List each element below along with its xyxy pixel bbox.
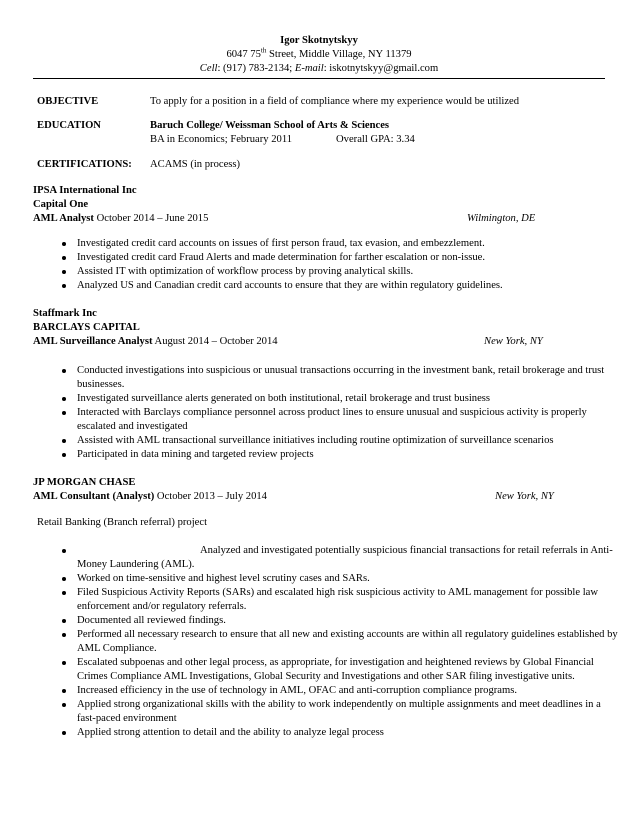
job-title: AML Analyst xyxy=(33,213,94,224)
list-item-text: Analyzed and investigated potentially suspicious financial transactions for retail referrals in Anti-Money Laundering (AML). xyxy=(77,545,613,570)
job-title-line xyxy=(33,335,608,349)
job-agency: IPSA International Inc xyxy=(33,185,137,196)
email-label: E-mail xyxy=(294,63,324,74)
list-item: Investigated credit card Fraud Alerts and made determination for farther escalation or non-issue. xyxy=(62,251,622,265)
list-item: Conducted investigations into suspicious or unusual transactions occurring in the investment bank, retail brokerage and trust businesses. xyxy=(62,364,622,392)
list-item: Participated in data mining and targeted review projects xyxy=(62,448,622,462)
list-item: Increased efficiency in the use of technology in AML, OFAC and anti-corruption compliance programs. xyxy=(62,684,622,698)
list-item: Filed Suspicious Activity Reports (SARs) and escalated high risk suspicious activity to AML management for possible law enforcement and/or regulatory referrals. xyxy=(62,586,622,614)
job-staffmark-barclays xyxy=(33,307,608,349)
list-item: Documented all reviewed findings. xyxy=(62,614,622,628)
list-item: Applied strong attention to detail and the ability to analyze legal process xyxy=(62,726,622,740)
list-item: Investigated surveillance alerts generated on both institutional, retail brokerage and trust business xyxy=(62,392,622,406)
certifications-label: CERTIFICATIONS: xyxy=(37,159,132,170)
email-value: : iskotnytskyy@gmail.com xyxy=(323,63,439,74)
job-ipsa-bullets xyxy=(62,237,622,293)
job-project: Retail Banking (Branch referral) project xyxy=(37,517,208,528)
list-item xyxy=(62,544,622,572)
education-degree-line xyxy=(150,133,415,147)
certifications-text: ACAMS (in process) xyxy=(150,159,241,170)
job-location: New York, NY xyxy=(484,336,543,347)
address-ordinal: th xyxy=(260,46,267,55)
list-item: Worked on time-sensitive and highest level scrutiny cases and SARs. xyxy=(62,572,622,586)
job-company: JP MORGAN CHASE xyxy=(33,477,136,488)
address-street-number: 6047 75 xyxy=(226,49,261,60)
list-item: Analyzed US and Canadian credit card accounts to ensure that they are within regulatory guidelines. xyxy=(62,279,622,293)
job-company: BARCLAYS CAPITAL xyxy=(33,322,140,333)
list-item: Assisted IT with optimization of workflow process by proving analytical skills. xyxy=(62,265,622,279)
list-item: Interacted with Barclays compliance personnel across product lines to ensure unusual and suspicious activity is properly escalated and investigated xyxy=(62,406,622,434)
list-item: Performed all necessary research to ensure that all new and existing accounts are within all regulatory guidelines established by AML Compliance. xyxy=(62,628,622,656)
education-gpa: Overall GPA: 3.34 xyxy=(336,134,415,145)
job-title: AML Surveillance Analyst xyxy=(33,336,153,347)
list-item: Investigated credit card accounts on issues of first person fraud, tax evasion, and embezzlement. xyxy=(62,237,622,251)
education-degree: BA in Economics; February 2011 xyxy=(150,134,293,145)
education-school: Baruch College/ Weissman School of Arts & Sciences xyxy=(150,120,390,131)
job-title: AML Consultant (Analyst) xyxy=(33,491,155,502)
header-divider xyxy=(33,78,605,79)
job-location: New York, NY xyxy=(495,491,554,502)
job-barclays-bullets xyxy=(62,364,622,462)
list-item: Assisted with AML transactional surveillance initiatives including routine optimization of surveillance scenarios xyxy=(62,434,622,448)
job-dates: October 2013 – July 2014 xyxy=(154,491,267,502)
job-company: Capital One xyxy=(33,199,89,210)
job-agency: Staffmark Inc xyxy=(33,308,97,319)
job-jp-morgan xyxy=(33,476,608,504)
objective-text: To apply for a position in a field of compliance where my experience would be utilized xyxy=(150,96,520,107)
education-details xyxy=(150,119,415,147)
job-ipsa-capital-one xyxy=(33,184,608,226)
job-dates: August 2014 – October 2014 xyxy=(152,336,278,347)
list-item: Applied strong organizational skills with the ability to work independently on multiple assignments and meet deadlines in a fast-paced environment xyxy=(62,698,622,726)
job-title-line xyxy=(33,490,608,504)
job-jp-morgan-bullets xyxy=(62,544,622,740)
objective-label: OBJECTIVE xyxy=(37,96,99,107)
candidate-name: Igor Skotnytskyy xyxy=(280,35,358,46)
cell-value: : (917) 783-2134; xyxy=(217,63,295,74)
job-dates: October 2014 – June 2015 xyxy=(93,213,209,224)
address-line xyxy=(0,48,638,62)
list-item: Escalated subpoenas and other legal process, as appropriate, for investigation and heightened reviews by Global Financial Crimes Compliance AML Investigations, Global Security and Investigations and other SAR filing investigative units. xyxy=(62,656,622,684)
resume-header xyxy=(0,34,638,76)
contact-line xyxy=(0,62,638,76)
address-rest: Street, Middle Village, NY 11379 xyxy=(266,49,412,60)
job-title-line xyxy=(33,212,608,226)
education-label: EDUCATION xyxy=(37,120,101,131)
cell-label: Cell xyxy=(199,63,218,74)
job-location: Wilmington, DE xyxy=(467,213,536,224)
